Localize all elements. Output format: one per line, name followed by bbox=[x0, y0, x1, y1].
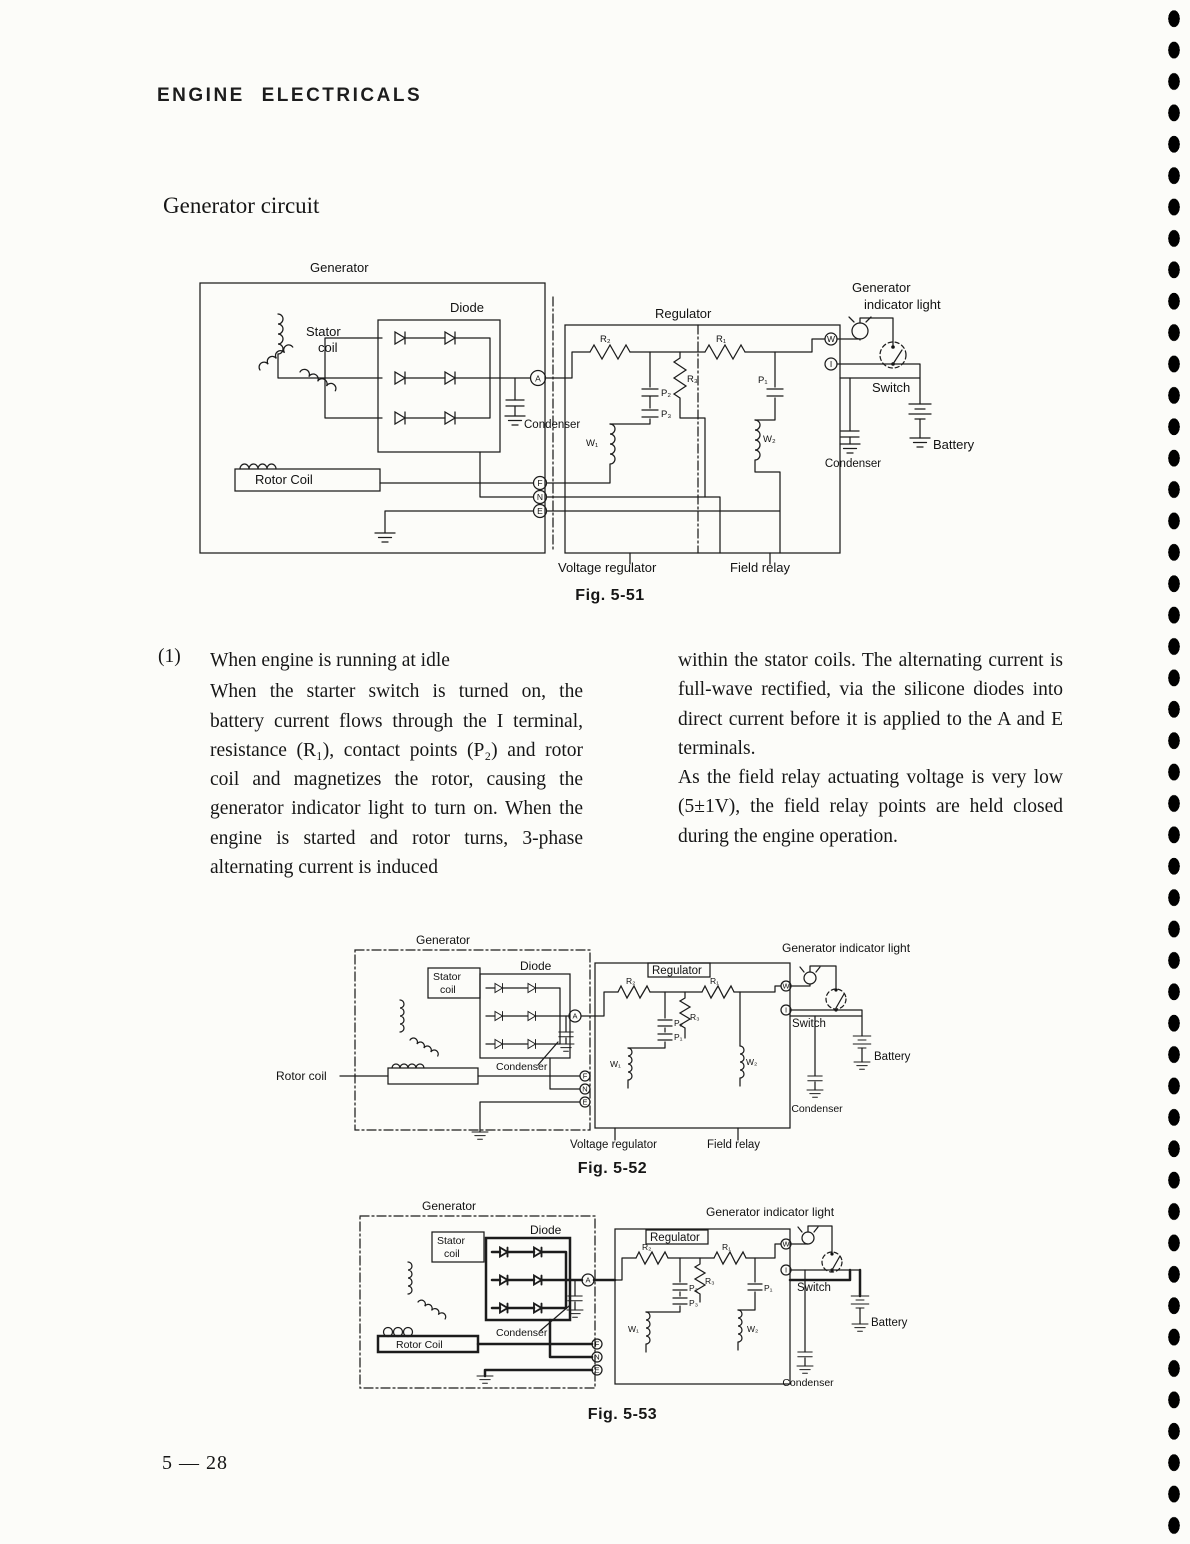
fig52-label-r1: R₁ bbox=[710, 976, 720, 986]
fig52-label-stator: Stator bbox=[433, 971, 462, 983]
fig53-terminal-w: W bbox=[782, 1239, 790, 1249]
fig51-label-rotor-coil: Rotor Coil bbox=[255, 472, 313, 487]
fig51-label-r1: R₁ bbox=[716, 334, 727, 345]
fig52-terminal-n: N bbox=[582, 1084, 588, 1094]
fig53-label-rotor-coil: Rotor Coil bbox=[396, 1339, 443, 1351]
fig51-terminal-n: N bbox=[536, 492, 544, 502]
fig53-label-battery: Battery bbox=[871, 1317, 908, 1329]
fig53-caption: Fig. 5-53 bbox=[587, 1406, 658, 1423]
page-header: ENGINE ELECTRICALS bbox=[157, 85, 423, 106]
fig52-label-condenser-right: Condenser bbox=[791, 1103, 843, 1115]
fig52-terminal-f: F bbox=[582, 1071, 588, 1081]
right-paragraph-2: As the field relay actuating voltage is very low (5±1V), the field relay points are held closed during the engine operation. bbox=[678, 767, 1063, 847]
fig53-label-r1: R₁ bbox=[722, 1242, 732, 1252]
body-text bbox=[158, 646, 1063, 882]
fig51-label-stator: Stator bbox=[306, 324, 341, 339]
binding-holes bbox=[1164, 0, 1184, 1544]
fig53-label-p2: P₂ bbox=[689, 1283, 698, 1293]
fig53-regulator-group bbox=[615, 1229, 790, 1384]
fig52-label-diode: Diode bbox=[520, 959, 552, 973]
fig53-label-w1: W₁ bbox=[628, 1324, 639, 1334]
fig51-label-switch: Switch bbox=[872, 380, 911, 395]
fig52-label-w1: W₁ bbox=[610, 1059, 621, 1069]
fig52-label-battery: Battery bbox=[874, 1051, 911, 1063]
fig52-label-r3: R₃ bbox=[690, 1012, 700, 1022]
left-paragraph: When the starter switch is turned on, the battery current flows through the I terminal, resistance (R₁), contact points (P₂) and rotor coil and magnetizes the rotor, causing the generator indicator light to turn on. When the engine is started and rotor turns, 3-phase alternating current is induced bbox=[210, 681, 583, 878]
fig53-label-condenser-right: Condenser bbox=[782, 1377, 834, 1389]
fig52-label-voltage-regulator: Voltage regulator bbox=[570, 1139, 657, 1151]
fig52-diagram bbox=[270, 926, 970, 1178]
figure-5-52 bbox=[270, 926, 970, 1178]
fig51-label-condenser-left: Condenser bbox=[524, 419, 581, 431]
fig51-diagram bbox=[160, 252, 1010, 582]
fig51-label-r3: R₃ bbox=[687, 374, 698, 385]
fig51-label-voltage-regulator: Voltage regulator bbox=[558, 560, 657, 575]
fig51-terminal-a: A bbox=[535, 373, 541, 384]
fig53-indicator-battery-group bbox=[781, 1226, 869, 1373]
fig52-label-generator: Generator bbox=[416, 933, 471, 947]
fig51-caption: Fig. 5-51 bbox=[575, 587, 645, 604]
fig52-label-r2: R₂ bbox=[626, 976, 636, 986]
item-number: (1) bbox=[158, 646, 181, 667]
fig51-label-condenser-right: Condenser bbox=[824, 458, 882, 470]
fig52-terminal-i: I bbox=[784, 1005, 788, 1015]
figure-5-53 bbox=[350, 1192, 970, 1417]
right-column bbox=[678, 646, 1063, 882]
fig52-generator-group bbox=[340, 950, 595, 1139]
fig51-label-p1: P₁ bbox=[758, 375, 768, 386]
fig52-regulator-group bbox=[595, 963, 790, 1140]
fig52-label-rotor-coil: Rotor coil bbox=[276, 1069, 327, 1083]
fig51-terminal-w: W bbox=[826, 334, 836, 344]
fig53-label-generator: Generator bbox=[422, 1199, 477, 1213]
figure-5-51 bbox=[160, 252, 1010, 582]
fig53-terminal-i: I bbox=[784, 1265, 788, 1275]
fig51-label-w1: W₁ bbox=[586, 438, 599, 449]
fig53-label-coil: coil bbox=[444, 1248, 460, 1260]
fig52-label-coil: coil bbox=[440, 984, 456, 996]
left-column bbox=[158, 646, 583, 882]
fig53-terminal-a: A bbox=[585, 1275, 591, 1285]
fig51-terminal-i: I bbox=[829, 359, 833, 369]
fig52-terminal-e: E bbox=[582, 1097, 588, 1107]
fig52-indicator-battery-group bbox=[781, 966, 871, 1097]
fig51-label-r2: R₂ bbox=[600, 334, 611, 345]
fig52-label-regulator: Regulator bbox=[652, 965, 702, 977]
fig53-terminal-e: E bbox=[594, 1365, 600, 1375]
fig53-label-r2: R₂ bbox=[642, 1242, 652, 1252]
fig53-label-p3: P₃ bbox=[689, 1298, 699, 1308]
fig51-label-w2: W₂ bbox=[763, 434, 776, 445]
fig51-label-diode: Diode bbox=[450, 300, 484, 315]
fig51-generator-group bbox=[200, 283, 565, 553]
fig53-label-w2: W₂ bbox=[747, 1324, 759, 1334]
fig53-label-condenser-left: Condenser bbox=[496, 1327, 548, 1339]
fig53-label-switch: Switch bbox=[797, 1282, 831, 1294]
paragraph-heading: When engine is running at idle bbox=[210, 650, 450, 671]
fig52-label-field-relay: Field relay bbox=[707, 1139, 761, 1151]
fig51-terminal-e: E bbox=[537, 506, 543, 516]
fig53-terminal-f: F bbox=[594, 1339, 600, 1349]
fig51-label-field-relay: Field relay bbox=[730, 560, 790, 575]
fig51-label-coil: coil bbox=[318, 340, 338, 355]
fig52-label-condenser-left: Condenser bbox=[496, 1061, 548, 1073]
fig53-label-stator: Stator bbox=[437, 1235, 466, 1247]
fig52-terminal-a: A bbox=[572, 1011, 578, 1021]
fig51-label-p3: P₃ bbox=[661, 409, 672, 420]
fig53-label-r3: R₃ bbox=[705, 1276, 715, 1286]
fig52-terminal-w: W bbox=[782, 981, 790, 991]
right-paragraph-1: within the stator coils. The alternating current is full-wave rectified, via the silicone diodes into direct current before it is applied to the A and E terminals. bbox=[678, 650, 1063, 759]
fig52-label-w2: W₂ bbox=[746, 1057, 758, 1067]
fig53-label-diode: Diode bbox=[530, 1223, 562, 1237]
page-number: 5 — 28 bbox=[162, 1452, 228, 1474]
fig52-label-switch: Switch bbox=[792, 1018, 826, 1030]
fig51-label-generator: Generator bbox=[310, 260, 369, 275]
section-title: Generator circuit bbox=[163, 193, 320, 218]
fig51-label-regulator: Regulator bbox=[655, 306, 712, 321]
fig53-label-indicator: Generator indicator light bbox=[706, 1205, 835, 1219]
fig53-label-p1: P₁ bbox=[764, 1283, 773, 1293]
fig53-terminal-n: N bbox=[594, 1352, 600, 1362]
fig53-generator-group bbox=[360, 1216, 615, 1388]
fig51-terminal-f: F bbox=[537, 478, 543, 488]
fig51-label-indicator-1: Generator bbox=[852, 280, 911, 295]
fig53-label-regulator: Regulator bbox=[650, 1232, 700, 1244]
fig52-caption: Fig. 5-52 bbox=[577, 1160, 648, 1177]
fig51-label-battery: Battery bbox=[933, 437, 975, 452]
fig51-label-p2: P₂ bbox=[661, 388, 672, 399]
fig53-diagram bbox=[350, 1192, 970, 1417]
fig52-label-p1: P₁ bbox=[674, 1032, 683, 1042]
fig52-label-p2: P₂ bbox=[674, 1018, 683, 1028]
fig52-label-indicator: Generator indicator light bbox=[782, 941, 911, 955]
fig51-label-indicator-2: indicator light bbox=[864, 297, 941, 312]
